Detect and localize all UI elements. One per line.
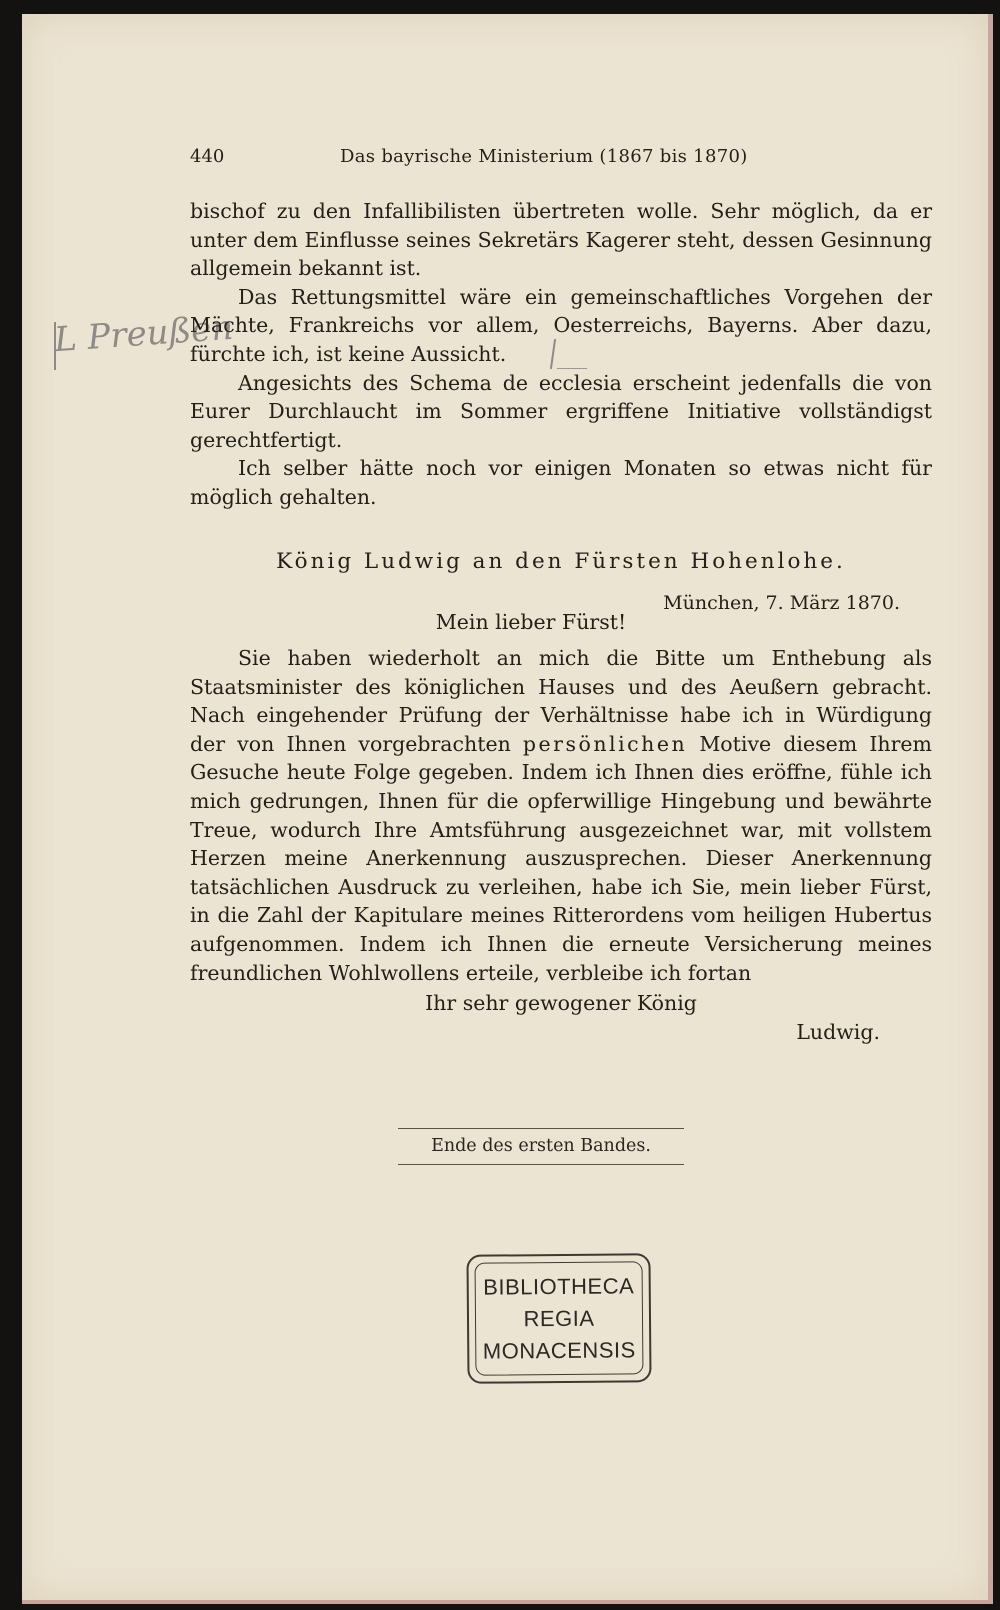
divider-top bbox=[398, 1128, 684, 1129]
letter-closing: Ihr sehr gewogener König bbox=[425, 991, 697, 1015]
text-block-top bbox=[190, 197, 932, 512]
letter-heading: König Ludwig an den Fürsten Hohenlohe. bbox=[276, 549, 846, 574]
paragraph: Angesichts des Schema de ecclesia erscheint jedenfalls die von Eurer Durchlaucht im Sommer ergriffene Initiative vollständigst gerechtfertigt. bbox=[190, 370, 932, 452]
page-number: 440 bbox=[190, 146, 225, 167]
paragraph: bischof zu den Infallibilisten übertreten wolle. Sehr möglich, da er unter dem Einflusse seines Sekretärs Kagerer steht, dessen Gesinnung allgemein bekannt ist. bbox=[190, 199, 932, 281]
paragraph: Das Rettungsmittel wäre ein gemeinschaftliches Vorgehen der Mächte, Frankreichs vor allem, Oesterreichs, Bayerns. Aber dazu, fürchte ich, ist keine Aussicht. bbox=[190, 284, 932, 366]
margin-note: L Preußen bbox=[52, 307, 235, 361]
book-page bbox=[22, 14, 993, 1604]
letter-paragraph bbox=[190, 644, 932, 987]
letter-signature: Ludwig. bbox=[796, 1020, 880, 1044]
letter-body-start: Sie haben wiederholt an mich die Bitte um Enthebung als Staatsminister des königlichen Hauses und des Aeußern gebracht. Nach eingehender Prüfung der Verhältnisse habe ich in Würdigung der von Ihnen vorgebrachten bbox=[190, 646, 932, 756]
letter-body bbox=[190, 644, 932, 987]
letter-salutation: Mein lieber Fürst! bbox=[435, 610, 627, 634]
end-of-volume-note: Ende des ersten Bandes. bbox=[431, 1136, 651, 1156]
stamp-line: REGIA bbox=[523, 1305, 595, 1332]
library-stamp bbox=[466, 1253, 651, 1384]
letter-body-spaced-word: persönlichen bbox=[522, 731, 688, 756]
stamp-line: BIBLIOTHECA bbox=[483, 1273, 635, 1300]
stamp-line: MONACENSIS bbox=[482, 1337, 636, 1364]
paragraph: Ich selber hätte noch vor einigen Monaten so etwas nicht für möglich gehalten. bbox=[190, 456, 932, 509]
letter-body-end: Motive diesem Ihrem Gesuche heute Folge gegeben. Indem ich Ihnen dies eröffne, fühle ich mich gedrungen, Ihnen für die opferwillige Hingebung und bewährte Treue, wodurch Ihre Amtsführung ausgezeichnet war, mit vollstem Herzen meine Anerkennung auszusprechen. Dieser Anerkennung tatsächlichen Ausdruck zu verleihen, habe ich Sie, mein lieber Fürst, in die Zahl der Kapitulare meines Ritterordens vom heiligen Hubertus aufgenommen. Indem ich Ihnen die erneute Versicherung meines freundlichen Wohlwollens erteile, verbleibe ich fortan bbox=[190, 731, 932, 985]
letter-date: München, 7. März 1870. bbox=[663, 592, 900, 614]
running-title: Das bayrische Ministerium (1867 bis 1870) bbox=[340, 146, 748, 167]
divider-bottom bbox=[398, 1164, 684, 1165]
